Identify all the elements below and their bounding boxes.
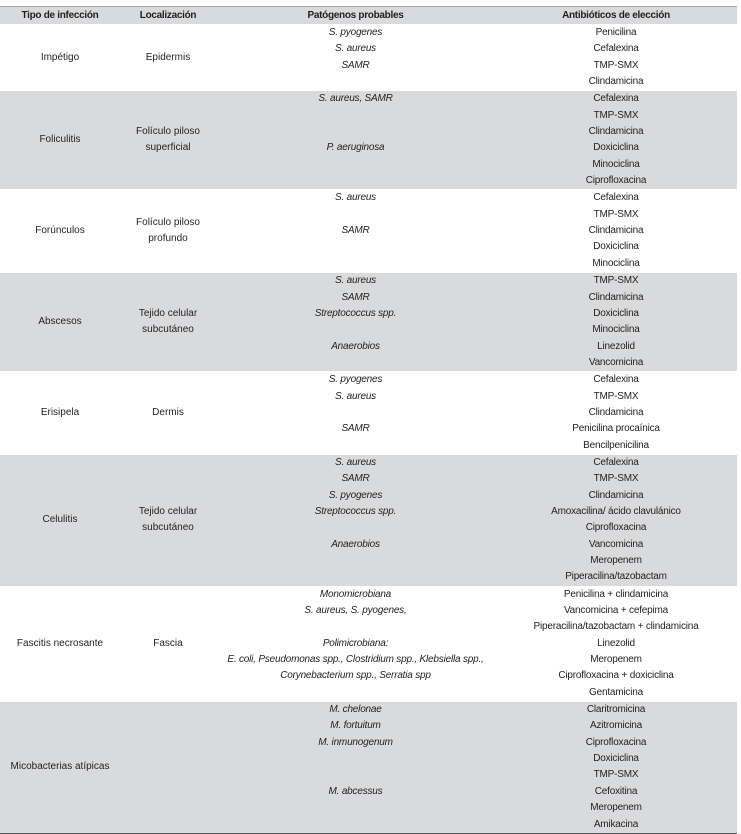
pathogen [216, 322, 495, 338]
pathogen [216, 74, 495, 90]
table-row [0, 189, 737, 272]
antibiotic: Ciprofloxacina [585, 736, 647, 748]
pathogens-cell [216, 190, 495, 272]
antibiotics-cell [495, 372, 737, 454]
pathogens-cell [216, 702, 495, 833]
pathogen: S. pyogenes [328, 374, 383, 386]
location-cell [120, 587, 216, 701]
antibiotic: Doxiciclina [593, 753, 639, 765]
antibiotic: Doxiciclina [593, 307, 639, 319]
antibiotic: Linezolid [597, 340, 635, 352]
infection-type: Fascitis necrosante [16, 637, 104, 649]
pathogen: M. fortuitum [330, 720, 381, 732]
pathogen: S. aureus, S. pyogenes, [304, 605, 407, 617]
table-row [0, 371, 737, 454]
antibiotic: Penicilina + clindamicina [563, 588, 669, 600]
antibiotics-cell [495, 273, 737, 371]
infection-type-cell [0, 25, 120, 90]
antibiotic: Claritromicina [586, 704, 646, 716]
pathogen: Streptococcus spp. [314, 307, 397, 319]
pathogen: E. coli, Pseudomonas spp., Clostridium spp., Klebsiella spp., [227, 654, 484, 666]
pathogen [216, 553, 495, 569]
antibiotic: Ciprofloxacina [585, 175, 647, 187]
pathogen [216, 405, 495, 421]
antibiotic: Piperacilina/tazobactam [565, 571, 667, 583]
infection-type: Celulitis [42, 514, 78, 526]
table-row [0, 24, 737, 90]
antibiotic: Penicilina procaínica [572, 423, 660, 435]
pathogen: S. pyogenes [328, 489, 383, 501]
pathogen [216, 124, 495, 140]
infection-type-cell [0, 190, 120, 272]
antibiotic: Meropenem [590, 654, 642, 666]
infection-type-cell [0, 273, 120, 371]
antibiotic: Ciprofloxacina [585, 522, 647, 534]
antibiotic: TMP-SMX [593, 275, 639, 287]
pathogen: Anaerobios [331, 538, 380, 550]
pathogen [216, 157, 495, 173]
location-cell [120, 455, 216, 586]
antibiotic: Vancomicina + cefepima [563, 605, 669, 617]
pathogen [216, 751, 495, 767]
antibiotics-cell [495, 702, 737, 833]
header-pathogens: Patógenos probables [307, 10, 404, 21]
pathogen: SAMR [341, 423, 370, 435]
pathogen: M. inmunogenum [318, 736, 393, 748]
pathogen: Monomicrobiana [319, 588, 392, 600]
location-line: Tejido celular [138, 308, 198, 320]
antibiotic: TMP-SMX [593, 769, 639, 781]
antibiotic: TMP-SMX [593, 390, 639, 402]
location-line: Dermis [152, 407, 184, 419]
antibiotics-cell [495, 455, 737, 586]
location-line: profundo [148, 233, 188, 245]
antibiotic: Cefalexina [593, 374, 639, 386]
antibiotic: Amikacina [593, 818, 639, 830]
antibiotic: Meropenem [590, 555, 642, 566]
header-location: Localización [139, 10, 197, 21]
infection-type-cell [0, 372, 120, 454]
pathogen [216, 767, 495, 783]
antibiotic: Meropenem [590, 802, 642, 814]
infection-type: Abscesos [38, 316, 82, 328]
antibiotic: Doxiciclina [593, 241, 639, 253]
pathogen [216, 173, 495, 189]
location-line: Folículo piloso [136, 217, 200, 229]
pathogen: S. aureus [334, 43, 376, 55]
pathogen [216, 619, 495, 635]
antibiotic: Cefalexina [593, 192, 639, 204]
location-line: subcutáneo [142, 324, 194, 336]
antibiotic: Clindamicina [588, 76, 644, 88]
pathogen [216, 569, 495, 585]
pathogen: M. chelonae [329, 704, 382, 716]
pathogen: Anaerobios [331, 340, 380, 352]
antibiotic: Minociclina [592, 324, 640, 336]
pathogen [216, 438, 495, 454]
table-header [0, 7, 737, 24]
pathogen [216, 256, 495, 272]
antibiotic: Cefoxitina [594, 785, 638, 797]
location-cell [120, 190, 216, 272]
pathogen: SAMR [341, 473, 370, 485]
pathogen: Corynebacterium spp., Serratia spp [280, 670, 431, 682]
pathogen [216, 355, 495, 371]
table-row [0, 586, 737, 701]
pathogens-cell [216, 587, 495, 701]
infection-type: Erisipela [40, 407, 80, 419]
pathogen: Streptococcus spp. [314, 505, 397, 517]
antibiotic: TMP-SMX [593, 208, 639, 220]
antibiotic: TMP-SMX [593, 473, 639, 485]
antibiotic: TMP-SMX [593, 59, 639, 71]
antibiotic: Vancomicina [588, 356, 644, 368]
pathogen: SAMR [341, 59, 370, 71]
pathogens-cell [216, 25, 495, 90]
antibiotic: Doxiciclina [593, 142, 639, 154]
pathogen: S. aureus, SAMR [318, 93, 393, 105]
pathogen: S. aureus [334, 456, 376, 468]
pathogen: S. aureus [334, 275, 376, 287]
infection-type: Foliculitis [39, 134, 81, 146]
antibiotic: Clindamicina [588, 126, 644, 138]
pathogens-cell [216, 372, 495, 454]
pathogen [216, 685, 495, 701]
antibiotic: Amoxacilina/ ácido clavulánico [551, 505, 681, 517]
antibiotic: Clindamicina [588, 225, 644, 237]
location-line: Folículo piloso [136, 126, 200, 138]
antibiotic: Cefalexina [593, 43, 639, 55]
pathogen: S. aureus [334, 192, 376, 204]
header-infection-type: Tipo de infección [21, 10, 99, 21]
infection-type: Micobacterias atípicas [10, 761, 110, 773]
pathogen [216, 207, 495, 223]
antibiotics-cell [495, 25, 737, 90]
pathogen [216, 239, 495, 255]
pathogen [216, 520, 495, 536]
antibiotics-cell [495, 91, 737, 189]
infection-type-cell [0, 702, 120, 833]
pathogens-cell [216, 273, 495, 371]
table-body [0, 24, 737, 833]
antibiotic: Clindamicina [588, 406, 644, 418]
antibiotic: Ciprofloxacina + doxiciclina [558, 670, 674, 682]
pathogen: S. pyogenes [328, 27, 383, 38]
antibiotic: Piperacilina/tazobactam + clindamicina [533, 621, 699, 633]
location-cell [120, 273, 216, 371]
infection-type: Impétigo [40, 51, 80, 63]
location-line: subcutáneo [142, 522, 194, 534]
location-line: Tejido celular [138, 506, 198, 518]
pathogens-cell [216, 455, 495, 586]
table-row [0, 272, 737, 371]
pathogens-cell [216, 91, 495, 189]
table-row [0, 90, 737, 189]
location-cell [120, 25, 216, 90]
pathogen: Polimicrobiana: [322, 637, 389, 649]
pathogen [216, 817, 495, 833]
pathogen [216, 108, 495, 124]
infection-type-cell [0, 455, 120, 586]
antibiotic: Vancomicina [588, 538, 644, 550]
location-line: superficial [145, 142, 191, 154]
antibiotic: Penicilina [595, 27, 637, 38]
pathogen: SAMR [341, 291, 370, 303]
infection-type-cell [0, 587, 120, 701]
antibiotic: Clindamicina [588, 489, 644, 501]
infection-type-cell [0, 91, 120, 189]
location-cell [120, 702, 216, 833]
location-cell [120, 91, 216, 189]
antibiotic: Clindamicina [588, 291, 644, 303]
location-cell [120, 372, 216, 454]
antibiotic: Cefalexina [593, 456, 639, 468]
infection-type: Forúnculos [35, 225, 85, 237]
antibiotics-cell [495, 587, 737, 701]
table-row [0, 701, 737, 833]
pathogen: P. aeruginosa [326, 142, 385, 154]
pathogen: SAMR [341, 225, 370, 237]
antibiotics-cell [495, 190, 737, 272]
antibiotic: Bencilpenicilina [583, 439, 649, 451]
antibiotic: Minociclina [592, 158, 640, 170]
pathogen [216, 800, 495, 816]
location-line: Fascia [153, 637, 183, 649]
location-line: Epidermis [145, 51, 191, 63]
infection-antibiotics-table [0, 6, 737, 834]
table-row [0, 454, 737, 586]
antibiotic: Linezolid [597, 637, 635, 649]
pathogen: S. aureus [334, 390, 376, 402]
antibiotic: Minociclina [592, 257, 640, 269]
antibiotic: Azitromicina [589, 720, 643, 732]
antibiotic: TMP-SMX [593, 109, 639, 121]
antibiotic: Gentamicina [589, 686, 643, 698]
antibiotic: Cefalexina [593, 93, 639, 105]
pathogen: M. abcessus [328, 785, 383, 797]
header-antibiotics: Antibióticos de elección [562, 10, 670, 21]
